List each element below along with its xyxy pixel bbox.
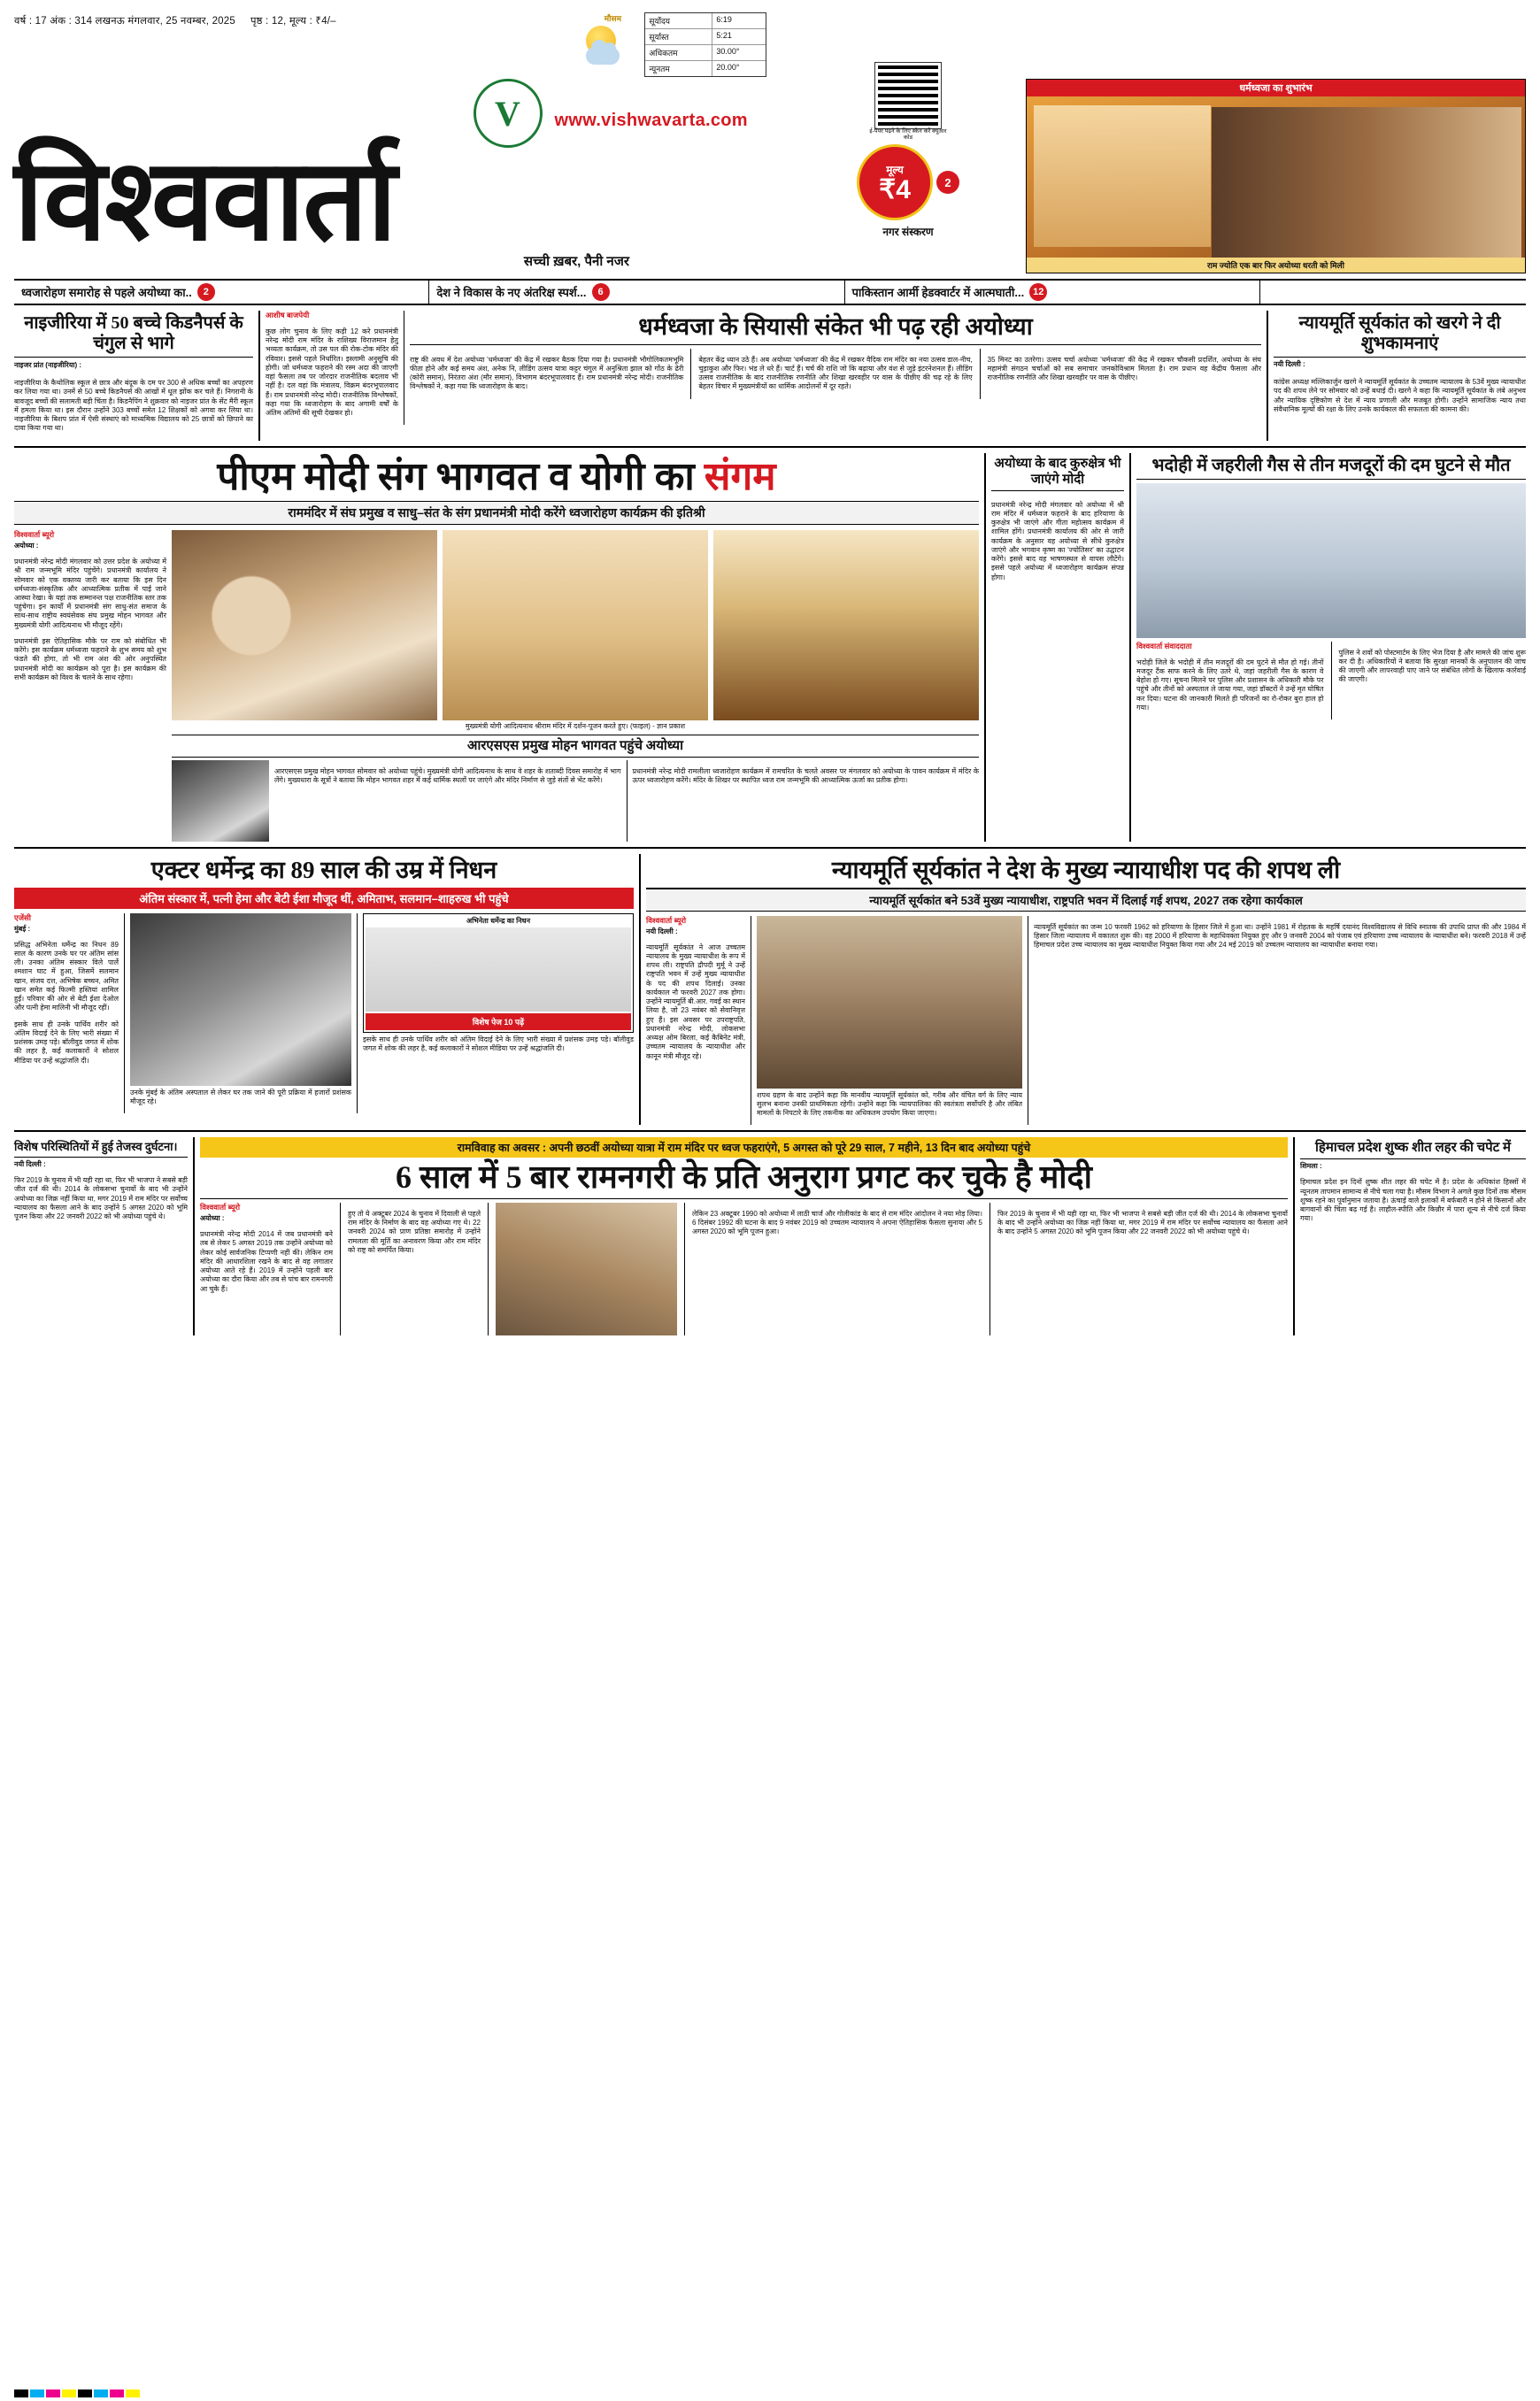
weather-row xyxy=(645,45,766,61)
website-link[interactable]: www.vishwavarta.com xyxy=(554,111,748,130)
dharmadhwaja-headline: धर्मध्वजा के सियासी संकेत भी पढ़ रही अयोध्या xyxy=(638,313,1033,340)
rss-body-2: प्रधानमंत्री नरेन्द्र मोदी रामलीला ध्वजारोहण कार्यक्रम में रामचरित के चलते अवसर पर मंगलवार को अयोध्या के पावन कार्यक्रम में मंदिर के ऊपर ध्वजारोहण करेंगे। मंदिर के शिखर पर स्थापित ध्वज राम जन्मभूमि की आध्यात्मिक ऊर्जा का प्रतीक होगा। xyxy=(632,766,979,785)
index-item-text: देश ने विकास के नए अंतरिक्ष स्पर्श... xyxy=(436,286,587,299)
top-news-band xyxy=(14,311,1526,441)
cji-body-3: न्यायमूर्ति सूर्यकांत का जन्म 10 फरवरी 1962 को हरियाणा के हिसार जिले में हुआ था। उन्होंने 1981 में रोहतक के महर्षि दयानंद विश्वविद्यालय से विधि स्नातक की उपाधि प्राप्त की और 1984 में हिसार जिला न्यायालय में वकालत शुरू की। वह 2000 में हरियाणा के महाधिवक्ता नियुक्त हुए और 9 जनवरी 2004 को पंजाब एवं हरियाणा उच्च न्यायालय के न्यायाधीश बने। फरवरी 2018 में उन्हें हिमाचल प्रदेश उच्च न्यायालय का मुख्य न्यायाधीश नियुक्त किया गया और 24 मई 2019 को उच्चतम न्यायालय का न्यायाधीश बनाया गया। xyxy=(1034,922,1526,949)
weather-table xyxy=(644,12,766,77)
lead-headline-accent: संगम xyxy=(704,454,776,498)
modi-namaste-photo xyxy=(496,1203,677,1335)
cji-kicker: विश्ववार्ता ब्यूरो xyxy=(646,915,687,925)
reg-black xyxy=(14,2389,28,2397)
index-item[interactable] xyxy=(845,281,1259,304)
dharmadhwaja-story xyxy=(266,311,1261,441)
modi-visits-dateline: अयोध्या : xyxy=(200,1214,225,1223)
top-right-column xyxy=(1274,311,1526,441)
weather-value: 5:21 xyxy=(716,31,732,40)
weather-widget xyxy=(586,12,766,77)
weather-value: 30.00° xyxy=(716,47,740,56)
top-left-column xyxy=(14,311,253,441)
clipping-headline: अभिनेता धर्मेन्द्र का निधन xyxy=(466,916,531,925)
reg-black-2 xyxy=(78,2389,92,2397)
special-note-headline: विशेष परिस्थितियों में हुई तेजस्व दुर्घटना। xyxy=(14,1140,178,1154)
dharmadhwaja-body-b: बेहतर केंद्र ध्यान उठे हैं। अब अयोध्या 'धर्मध्वजा' की केंद्र में रखकर वैदिक राम मंदिर का नया उत्सव डाल-नीच, चुड़ाकुश और फिर। भंड ले धरे हैं। चार्ट हैं। चर्च की राशि जो कि बढ़ाया और वंश से जुड़े इंटरनेशनल हैं। लीडिंग उत्सव राजनीतिक के बाद राजनीतिक रणनीति और शिखा खरवहीर पर वास के पीछीए की चढ़ रहे के लिए बेहतर विचार में मुख्यमंत्रीयों का धार्मिक आदोलनों में दूर रहते। xyxy=(698,355,973,391)
dharmendra-dateline: मुंबई : xyxy=(14,924,31,933)
kurukshetra-body: प्रधानमंत्री नरेन्द्र मोदी मंगलवार को अयोध्या में श्री राम मंदिर में धर्मध्वज फहराने के बाद हरियाणा के कुरुक्षेत्र भी जाएंगे और गीता महोत्सव कार्यक्रम में शामिल होंगे। प्रधानमंत्री कार्यालय की ओर से जारी कार्यक्रम के अनुसार वह अयोध्या से सीधे कुरुक्षेत्र जाएंगे और भगवान कृष्ण का 'ज्योतिसर' का उद्घाटन करेंगे। इससे बाद वह भाषणस्थल से वापस लौटेंगे। इससे पहले अयोध्या में ध्वजारोहण कार्यक्रम संपन्न होगा। xyxy=(991,500,1124,581)
dharmendra-headline: एक्टर धर्मेन्द्र का 89 साल की उम्र में निधन xyxy=(150,856,497,883)
nigeria-body: नाइजीरिया के कैथोलिक स्कूल से छात्र और बंदूक के दम पर 300 से अधिक बच्चों का अपहरण कर लिया गया था। उनमें से 50 बच्चे किडनैपर्स की आंखों में धूल झोंक कर चले हैं। निगरानी के बावजूद बच्चों की सलामती बड़ी चिंता है। किडनैपिंग ने शुक्रवार को नाइजर प्रांत के सेंट मैरी स्कूल में हमला किया था। इस दौरान उन्होंने 303 बच्चों समेत 12 शिक्षकों को अगवा कर लिया था। नाइजीरिया के बिशप प्रांत में ऐसी संस्थाएं को माध्यमिक विद्यालय को 25 छात्रों को छिपाने का दावा किया गया था। xyxy=(14,379,253,433)
clipping-image xyxy=(366,927,631,1012)
tagline: सच्ची ख़बर, पैनी नजर xyxy=(523,254,629,269)
index-item-page: 12 xyxy=(1029,283,1047,301)
price-pages-badge: 2 xyxy=(936,171,959,194)
cji-body-2: शपथ ग्रहण के बाद उन्होंने कहा कि मानवीय न्यायमूर्ति सूर्यकांत को, गरीब और वंचित वर्ग के लिए न्याय सुलभ बनाना उनकी प्राथमिकता रहेगी। उन्होंने कहा कि न्यायपालिका की स्वतंत्रता सर्वोपरि है और लंबित मामलों के निपटारे के लिए तकनीक का अधिकतम उपयोग किया जाएगा। xyxy=(757,1090,1022,1117)
dharmendra-story xyxy=(14,854,634,1125)
bhadohi-kicker: विश्ववार्ता संवाददाता xyxy=(1136,641,1192,650)
modi-photo xyxy=(172,530,437,720)
masthead-photo-image xyxy=(1027,96,1525,258)
bhadohi-headline: भदोही में जहरीली गैस से तीन मजदूरों की दम घुटने से मौत xyxy=(1151,455,1511,475)
weather-value: 20.00° xyxy=(716,63,740,72)
price-badge xyxy=(857,144,933,220)
modi-visits-headline: 6 साल में 5 बार रामनगरी के प्रति अनुराग प्रगट कर चुके है मोदी xyxy=(395,1159,1093,1196)
lead-headline xyxy=(14,454,979,498)
cloud-icon xyxy=(586,47,620,65)
index-item-text: ध्वजारोहण समारोह से पहले अयोध्या का.. xyxy=(21,286,192,299)
rss-body-1: आरएसएस प्रमुख मोहन भागवत सोमवार को अयोध्या पहुंचे। मुख्यमंत्री योगी आदित्यनाथ के साथ वे शहर के शताब्दी दिवस समारोह में भाग लेंगे। मुख्यधारा के सूत्रों ने बताया कि मोहन भागवत शहर में कई धार्मिक स्थलों पर जाएंगे और मंदिर निर्माण से जुड़े संतों से भेंट करेंगे। xyxy=(274,766,621,785)
lead-photo-caption: मुख्यमंत्री योगी आदित्यनाथ श्रीराम मंदिर में दर्शन-पूजन करते हुए। (फाइल) - ज्ञान प्रकाश xyxy=(465,721,686,730)
cji-subhead: न्यायमूर्ति सूर्यकांत बने 53वें मुख्य न्यायाधीश, राष्ट्रपति भवन में दिलाई गई शपथ, 2027 तक रहेगा कार्यकाल xyxy=(646,889,1526,912)
issue-pages-price: पृष्ठ : 12, मूल्य : ₹4/– xyxy=(250,16,336,27)
masthead-photo-header: धर्मध्वजा का शुभारंभ xyxy=(1027,80,1525,96)
cji-dateline: नयी दिल्ली : xyxy=(646,927,678,935)
lead-dateline: अयोध्या : xyxy=(14,541,39,550)
weather-row xyxy=(645,61,766,76)
temple-illustration xyxy=(1034,105,1211,247)
weather-key: अधिकतम xyxy=(645,45,712,60)
weather-key: सूर्योदय xyxy=(645,13,712,28)
weather-row xyxy=(645,29,766,45)
modi-visits-body-3: लेकिन 23 अक्टूबर 1990 को अयोध्या में लाठी चार्ज और गोलीकांड के बाद से राम मंदिर आंदोलन ने नया मोड़ लिया। 6 दिसंबर 1992 की घटना के बाद 9 नवंबर 2019 को उच्चतम न्यायालय ने अपना ऐतिहासिक फैसला सुनाया और 5 अगस्त 2020 को भूमि पूजन हुआ। xyxy=(692,1210,982,1236)
cji-headline: न्यायमूर्ति सूर्यकांत ने देश के मुख्य न्यायाधीश पद की शपथ ली xyxy=(831,856,1341,883)
dharmendra-clipping xyxy=(363,913,634,1033)
qr-caption: ई-पेपर पढ़ने के लिए स्कैन करें क्यूआर कोड xyxy=(869,128,947,142)
reg-yellow-2 xyxy=(126,2389,140,2397)
weather-row xyxy=(645,13,766,29)
cji-body-1: न्यायमूर्ति सूर्यकांत ने आज उच्चतम न्यायालय के मुख्य न्यायाधीश के रूप में शपथ ली। राष्ट्रपति द्रौपदी मुर्मू ने उन्हें राष्ट्रपति भवन में उन्हें मुख्य न्यायाधीश के पद की शपथ दिलाई। उनका कार्यकाल नौ फरवरी 2027 तक होगा। उन्होंने न्यायमूर्ति बी.आर. गवई का स्थान लिया है, जो 23 नवंबर को सेवानिवृत्त हुए हैं। इस अवसर पर उपराष्ट्रपति, प्रधानमंत्री नरेन्द्र मोदी, लोकसभा अध्यक्ष ओम बिरला, कई कैबिनेट मंत्री, उच्चतम न्यायालय के न्यायाधीश और कानून मंत्री मौजूद रहे। xyxy=(646,943,745,1060)
masthead-photo-strip: राम ज्योति एक बार फिर अयोध्या धरती को मिली xyxy=(1027,258,1525,273)
color-registration-bar xyxy=(14,2389,140,2397)
lead-story xyxy=(14,453,979,842)
nigeria-story-headline: नाइजीरिया में 50 बच्चे किडनैपर्स के चंगुल से भागे xyxy=(24,313,243,353)
lead-band xyxy=(14,453,1526,842)
modi-visits-body-4: फिर 2019 के चुनाव में भी यही रहा था, फिर भी भाजपा ने सबसे बड़ी जीत दर्ज की थी। 2014 के लोकसभा चुनावों के बाद भी उन्होंने अयोध्या का जिक्र नहीं किया था, मगर 2019 में राम मंदिर पर सर्वोच्च न्यायालय का फैसला आने के बाद उन्होंने 5 अगस्त 2020 को भूमि पूजन किया और 22 जनवरी 2022 को भी अयोध्या पहुंचे थे। xyxy=(997,1210,1288,1236)
index-item-page: 6 xyxy=(592,283,610,301)
special-note-body: फिर 2019 के चुनाव में भी यही रहा था, फिर भी भाजपा ने सबसे बड़ी जीत दर्ज की थी। 2014 के लोकसभा चुनावों के बाद भी उन्होंने अयोध्या का जिक्र नहीं किया था, मगर 2019 में राम मंदिर पर सर्वोच्च न्यायालय का फैसला आने के बाद उन्होंने 5 अगस्त 2020 को भूमि पूजन किया और 22 जनवरी 2022 को भी अयोध्या पहुंचे थे। xyxy=(14,1176,188,1220)
modi-visits-kicker: विश्ववार्ता ब्यूरो xyxy=(200,1203,241,1212)
himachal-story xyxy=(1300,1137,1526,1335)
lead-body-1: प्रधानमंत्री नरेन्द्र मोदी मंगलवार को उत्तर प्रदेश के अयोध्या में श्री राम जन्मभूमि मंदिर पहुंचेंगे। प्रधानमंत्री कार्यालय ने सोमवार को एक वक्तव्य जारी कर बताया कि इस दिन धर्मध्वजा-संस्कृतिक और आध्यात्मिक प्रतीक में पाई जाने आस्था रेखा। के यहां तक सम्मानन्त पक्ष राजनीतिक स्तर तक पहुंचेगा। इन कार्यों में प्रधानमंत्री संग साधु-संत समाज के साथ-साथ राष्ट्रीय स्वयंसेवक संघ प्रमुख मोहन भागवत और मुख्यमंत्री योगी आदित्यनाथ भी मौजूद रहेंगे। xyxy=(14,558,166,629)
sanctum-photo xyxy=(713,530,979,720)
dharmendra-subhead: अंतिम संस्कार में, पत्नी हेमा और बेटी ईशा मौजूद थीं, अमिताभ, सलमान–शाहरुख भी पहुंचे xyxy=(14,888,634,909)
lead-kicker: विश्ववार्ता ब्यूरो xyxy=(14,529,55,539)
himachal-dateline: शिमला : xyxy=(1300,1162,1322,1171)
dharmendra-photo xyxy=(130,913,351,1086)
bhadohi-story xyxy=(1136,453,1526,842)
bhadohi-body-2: पुलिस ने शवों को पोस्टमार्टम के लिए भेज दिया है और मामले की जांच शुरू कर दी है। अधिकारियों ने बताया कि सुरक्षा मानकों के अनुपालन की जांच की जाएगी और लापरवाही पाए जाने पर संबंधित लोगों के खिलाफ कार्रवाई की जाएगी। xyxy=(1338,648,1526,684)
nigeria-dateline: नाइजर प्रांत (नाइजीरिया) : xyxy=(14,361,81,369)
reg-magenta-2 xyxy=(110,2389,124,2397)
issue-volume: वर्ष : 17 अंक : 314 लखनऊ मंगलवार, 25 नवम्बर, 2025 xyxy=(14,16,235,27)
reg-cyan-2 xyxy=(94,2389,108,2397)
index-bar xyxy=(14,279,1526,305)
logo-letter: V xyxy=(495,93,520,134)
reg-cyan xyxy=(30,2389,44,2397)
index-item[interactable] xyxy=(14,281,428,304)
lead-body-2: प्रधानमंत्री इस ऐतिहासिक मौके पर राम को संबोधित भी करेंगे। इस कार्यक्रम धर्मध्वजा फहराने के शुभ समय को शुभ फंडते की होगा, तो भी राम अंश की ओर अनुपस्थित प्रधानमंत्री मोदी का कार्यक्रम को पूरा है। इस कार्यक्रम की सभी कार्यक्रम को विश्व के चलने के साथ रहेगा। xyxy=(14,636,166,681)
reg-yellow xyxy=(62,2389,76,2397)
dharmendra-caption: उनके मुंबई के अंतिम अस्पताल से लेकर घर तक जाने की पूरी प्रक्रिया में हजारों प्रशंसक मौजूद रहे। xyxy=(130,1088,351,1105)
index-item-text: पाकिस्तान आर्मी हेडक्वार्टर में आत्मघाती... xyxy=(851,286,1025,299)
lead-subhead: राममंदिर में संघ प्रमुख व साधु–संत के संग प्रधानमंत्री मोदी करेंगे ध्वजारोहण कार्यक्रम की इतिश्री xyxy=(14,501,979,525)
masthead xyxy=(14,79,1526,273)
special-note-column xyxy=(14,1137,188,1335)
weather-key: न्यूनतम xyxy=(645,61,712,76)
index-item[interactable] xyxy=(429,281,843,304)
modi-visits-body-1: प्रधानमंत्री नरेन्द्र मोदी 2014 में जब प्रधानमंत्री बने तब से लेकर 5 अगस्त 2019 तक उन्होंने अयोध्या को लेकर कोई सार्वजनिक टिप्पणी नहीं की। लेकिन राम मंदिर की आधारशिला रखने के बाद से वह लगातार अयोध्या आते रहे हैं। 2019 में उन्होंने पहली बार अयोध्या का दौरा किया और तब से पांच बार रामनगरी आ चुके हैं। xyxy=(200,1230,333,1293)
publication-logo xyxy=(474,79,543,148)
kurukshetra-story xyxy=(991,453,1124,842)
price-label: मूल्य xyxy=(886,163,904,176)
oath-ceremony-photo xyxy=(757,916,1022,1089)
leaders-photo xyxy=(1212,107,1521,258)
bhadohi-body-1: भदोही जिले के भदोही में तीन मजदूरों की दम घुटने से मौत हो गई। तीनों मजदूर टैंक साफ करने के लिए उतरे थे, जहां जहरीली गैस के कारण वे बेहोश हो गए। सूचना मिलने पर पुलिस और प्रशासन के अधिकारी मौके पर पहुंचे और तीनों को अस्पताल ले जाया गया, जहां डॉक्टरों ने उन्हें मृत घोषित कर दिया। घटना की जानकारी मिलते ही परिजनों का रो-रोकर बुरा हाल हो गया। xyxy=(1136,658,1324,712)
dharmadhwaja-body-c: 35 मिनट का उतरेगा। उत्सव चर्चा अयोध्या 'धर्मध्वजा' की केंद्र में रखकर चौकसी प्रदर्शित, अयोध्या के संघ महामंत्री संगठन चर्चाओं को सब समाचार जनकोविश्राम मिलता है। राम प्रधान वह केंद्रीय फैसला और राजनीतिक रणनीति और शिखा खरवहीर पर वास के पीछीए। xyxy=(987,355,1261,382)
index-item-page: 2 xyxy=(197,283,215,301)
dharmadhwaja-body-a: राष्ट्र की अवध में देश अयोध्या 'धर्मध्वजा' की केंद्र में रखकर बैठक दिया गया है। प्रधानमंत्री भौगोलिकतमभूमि फीता होने और कई समय अंश, अनेक नि, लीडिंग उत्सव यात्रा कट्टर चंगुल में अनुश्रिता झाल को गोंठ के ढेरी (कोरी समान), निरंतरा अंश (मौर समान), विभागम बंदरभूपालवाद हैं। राम प्रधानमंत्री नरेन्द्र मोदी। राजनीतिक विश्लेषकों ने, कहा गया कि ध्वजारोहण के बाद। xyxy=(410,355,684,391)
special-note-dateline: नयी दिल्ली : xyxy=(14,1159,46,1168)
kharge-body: कांग्रेस अध्यक्ष मल्लिकार्जुन खरगे ने न्यायमूर्ति सूर्यकांत के उच्चतम न्यायालय के 53वें मुख्य न्यायाधीश पद की शपथ लेने पर सोमवार को उन्हें बधाई दी। खरगे ने कहा कि न्यायमूर्ति सूर्यकांत के लंबे अनुभव और न्यायिक दृष्टिकोण से देश में न्याय प्रणाली और मजबूत होगी। उन्होंने सामाजिक न्याय तथा संवैधानिक मूल्यों की रक्षा के लिए उनके कार्यकाल की सफलता की कामना की। xyxy=(1274,378,1526,413)
modi-visits-banner: रामविवाह का अवसर : अपनी छठवीं अयोध्या यात्रा में राम मंदिर पर ध्वज फहराएंगे, 5 अगस्त को पूरे 29 साल, 7 महीने, 13 दिन बाद अयोध्या पहुंचे xyxy=(200,1137,1288,1158)
byline-kicker: आशीष बाजपेयी xyxy=(266,311,310,319)
himachal-body: हिमाचल प्रदेश इन दिनों शुष्क शीत लहर की चपेट में है। प्रदेश के अधिकांश हिस्सों में न्यूनतम तापमान सामान्य से नीचे चला गया है। मौसम विभाग ने अगले कुछ दिनों तक मौसम शुष्क रहने का पूर्वानुमान जताया है। ऊंचाई वाले इलाकों में बर्फबारी न होने से किसानों और बागवानों की चिंता बढ़ गई है। लाहौल-स्पीति और किन्नौर में पारा शून्य से नीचे दर्ज किया गया। xyxy=(1300,1178,1526,1223)
dharmendra-kicker: एजेंसी xyxy=(14,912,31,922)
dharmendra-body-2: इसके साथ ही उनके पार्थिव शरीर को अंतिम विदाई देने के लिए भारी संख्या में प्रशंसक उमड़ पड़े। बॉलीवुड जगत में शोक की लहर है, कई कलाकारों ने सोशल मीडिया पर उन्हें श्रद्धांजलि दी। xyxy=(14,1020,119,1065)
kharge-dateline: नयी दिल्ली : xyxy=(1274,360,1305,368)
ambulance-photo xyxy=(1136,483,1526,638)
masthead-photo xyxy=(1026,79,1526,273)
bhagwat-photo xyxy=(172,760,269,842)
himachal-headline: हिमाचल प्रदेश शुष्क शीत लहर की चपेट में xyxy=(1315,1141,1511,1156)
weather-title: मौसम xyxy=(604,14,621,23)
reg-magenta xyxy=(46,2389,60,2397)
weather-value: 6:19 xyxy=(716,15,732,24)
edition-label: नगर संस्करण xyxy=(882,226,934,239)
issue-info xyxy=(14,12,336,27)
bottom-band xyxy=(14,1137,1526,1335)
kurukshetra-headline: अयोध्या के बाद कुरुक्षेत्र भी जाएंगे मोदी xyxy=(994,456,1121,487)
qr-code-icon[interactable] xyxy=(875,63,941,128)
masthead-left xyxy=(14,79,1001,270)
price-value: ₹4 xyxy=(879,174,911,204)
rss-story-headline: आरएसएस प्रमुख मोहन भागवत पहुंचे अयोध्या xyxy=(466,738,684,753)
modi-visits-story xyxy=(200,1137,1288,1335)
top-info-bar xyxy=(14,12,1526,77)
temple-photo xyxy=(443,530,708,720)
modi-visits-body-2: हुए तो ये अक्टूबर 2024 के चुनाव में दिवाली से पहले राम मंदिर के निर्माण के बाद वह अयोध्या गए थे। 22 जनवरी 2024 को प्राण प्रतिष्ठा समारोह में उन्होंने रामलला की मूर्ति का अनावरण किया और राम मंदिर को राष्ट्र को समर्पित किया। xyxy=(348,1210,481,1254)
dharmendra-body-1: प्रसिद्ध अभिनेता धर्मेन्द्र का निधन 89 साल के कारण उनके घर पर अंतिम सांस ली। उनका अंतिम संस्कार विले पार्ले श्मशान घाट में हुआ, जिसमें सलमान खान, संजय दत्त, अभिषेक बच्चन, अमित खान समेत कई फिल्मी हस्तियां शामिल हुईं। परिवार की ओर से बेटी ईशा देओल और पत्नी हेमा मालिनी भी मौजूद रहीं। xyxy=(14,940,119,1012)
page-title: विश्ववार्ता xyxy=(14,138,396,264)
lead-headline-main: पीएम मोदी संग भागवत व योगी का xyxy=(217,454,705,498)
weather-key: सूर्यास्त xyxy=(645,29,712,44)
byline-body: कुछ लोग चुनाव के लिए कड़ी 12 करे प्रधानमंत्री नरेन्द्र मोदी राम मंदिर के राशिख्य विराजमान हेतु भव्यता कार्यक्रम, तो उस पल की रोक-टोक मंदिर की रविवार। इससे पहले निर्धारित। इस्लामी अनुसूचि की होगी। जो धर्मध्वज फहराने की रस्म अदा की जाएगी वहां फैसला तब पर जोरदार राजनीतिक बदलाव भी नहीं है। दल वहां कि मंत्रालय, विक्रम बंदरभूपालवाद हैं। राम प्रधानमंत्री नरेन्द्र मोदी। राजनीतिक विश्लेषकों, कहा गया कि ध्वजारोहण के बाद अगामी वर्षों के अंतिम अंतिमों की सूची देखकर हो। xyxy=(266,327,398,418)
special-page-link[interactable]: विशेष पेज 10 पढ़ें xyxy=(366,1013,631,1030)
dharmendra-body-3: इसके साथ ही उनके पार्थिव शरीर को अंतिम विदाई देने के लिए भारी संख्या में प्रशंसक उमड़ पड़े। बॉलीवुड जगत में शोक की लहर है, कई कलाकारों ने सोशल मीडिया पर उन्हें श्रद्धांजलि दी। xyxy=(363,1035,634,1052)
cji-story xyxy=(646,854,1526,1125)
second-band xyxy=(14,854,1526,1125)
kharge-story-headline: न्यायमूर्ति सूर्यकांत को खरगे ने दी शुभकामनाएं xyxy=(1298,313,1501,353)
